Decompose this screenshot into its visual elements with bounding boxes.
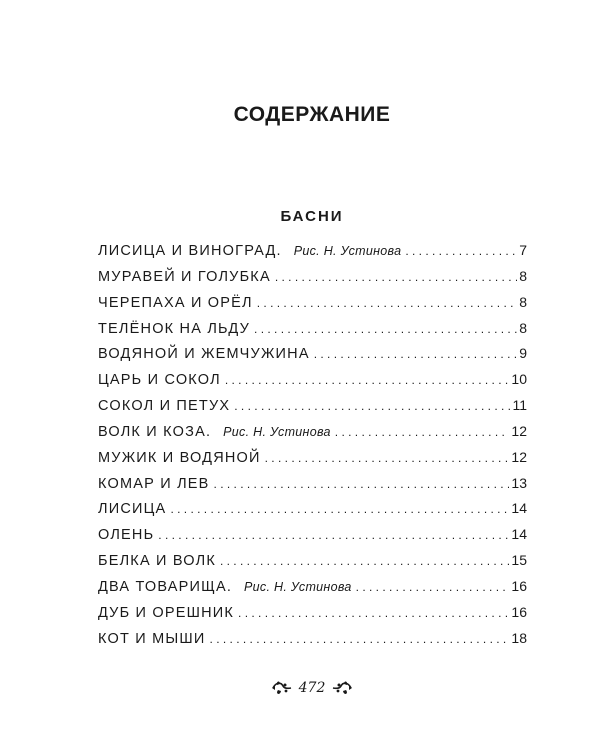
- toc-entry[interactable]: [98, 500, 527, 526]
- section-title: БАСНИ: [280, 208, 344, 225]
- entry-page-number: 8: [519, 267, 527, 284]
- entry-page-number: 14: [511, 526, 527, 543]
- table-of-contents: [98, 242, 527, 656]
- entry-page-number: 18: [511, 629, 527, 646]
- entry-credit: Рис. Н. Устинова: [293, 244, 402, 258]
- dot-leader: [220, 554, 509, 568]
- toc-entry[interactable]: [98, 449, 527, 475]
- dot-leader: [238, 606, 509, 620]
- entry-page-number: 11: [512, 397, 527, 414]
- toc-entry[interactable]: [98, 604, 527, 630]
- entry-credit: Рис. Н. Устинова: [244, 579, 352, 594]
- entry-page-number: 8: [519, 319, 527, 336]
- entry-page-number: 8: [519, 293, 527, 310]
- entry-page-number: 16: [511, 577, 527, 594]
- entry-title: ЛИСИЦА И ВИНОГРАД.: [98, 243, 282, 259]
- page-footer: [0, 680, 600, 696]
- entry-page-number: 15: [511, 552, 527, 569]
- toc-entry[interactable]: [98, 320, 527, 346]
- dot-leader: [225, 373, 510, 387]
- dot-leader: [210, 632, 510, 646]
- dot-leader: [254, 322, 517, 336]
- dot-leader: [234, 399, 510, 413]
- toc-entry[interactable]: [98, 242, 527, 268]
- entry-title: БЕЛКА И ВОЛК: [98, 553, 216, 570]
- entry-title: ЧЕРЕПАХА И ОРЁЛ: [98, 294, 253, 311]
- entry-title: КОТ И МЫШИ: [98, 630, 206, 647]
- dot-leader: [170, 502, 509, 516]
- entry-page-number: 16: [511, 603, 527, 620]
- dot-leader: [335, 425, 510, 439]
- dot-leader: [214, 477, 510, 491]
- page-title: СОДЕРЖАНИЕ: [233, 103, 391, 126]
- dot-leader: [158, 528, 509, 542]
- toc-entry[interactable]: [98, 475, 527, 501]
- toc-entry[interactable]: [98, 345, 527, 371]
- dot-leader: [275, 270, 517, 284]
- entry-title: СОКОЛ И ПЕТУХ: [98, 398, 231, 415]
- dot-leader: [314, 347, 518, 361]
- toc-entry[interactable]: [98, 630, 527, 656]
- entry-page-number: 14: [511, 500, 527, 517]
- dot-leader: [265, 451, 510, 465]
- entry-page-number: 10: [511, 371, 527, 388]
- toc-entry[interactable]: [98, 294, 527, 320]
- entry-page-number: 12: [511, 422, 527, 439]
- page-number: 472: [298, 680, 326, 696]
- entry-title: ОЛЕНЬ: [98, 527, 155, 544]
- entry-title: ВОЛК И КОЗА.: [98, 423, 212, 440]
- entry-page-number: 9: [519, 345, 527, 362]
- dot-leader: [356, 580, 510, 594]
- entry-credit: Рис. Н. Устинова: [223, 424, 331, 439]
- toc-entry[interactable]: [98, 552, 527, 578]
- entry-title: КОМАР И ЛЕВ: [98, 475, 210, 492]
- toc-entry[interactable]: [98, 423, 527, 449]
- entry-title: МУЖИК И ВОДЯНОЙ: [98, 449, 261, 466]
- dot-leader: [257, 296, 517, 310]
- dot-leader: [405, 244, 517, 258]
- entry-title: МУРАВЕЙ И ГОЛУБКА: [98, 268, 271, 285]
- entry-page-number: 13: [511, 474, 527, 491]
- entry-title: ДВА ТОВАРИЩА.: [98, 578, 233, 595]
- toc-entry[interactable]: [98, 578, 527, 604]
- toc-entry[interactable]: [98, 268, 527, 294]
- floral-ornament-icon: [331, 680, 353, 696]
- entry-title: ВОДЯНОЙ И ЖЕМЧУЖИНА: [98, 346, 310, 363]
- entry-title: ДУБ И ОРЕШНИК: [98, 604, 235, 621]
- entry-page-number: 7: [519, 242, 527, 258]
- entry-title: ТЕЛЁНОК НА ЛЬДУ: [98, 320, 251, 337]
- entry-title: ЦАРЬ И СОКОЛ: [98, 372, 221, 389]
- entry-page-number: 12: [511, 448, 527, 465]
- entry-title: ЛИСИЦА: [98, 501, 167, 518]
- toc-entry[interactable]: [98, 526, 527, 552]
- toc-entry[interactable]: [98, 397, 527, 423]
- floral-ornament-icon: [271, 680, 293, 696]
- toc-entry[interactable]: [98, 371, 527, 397]
